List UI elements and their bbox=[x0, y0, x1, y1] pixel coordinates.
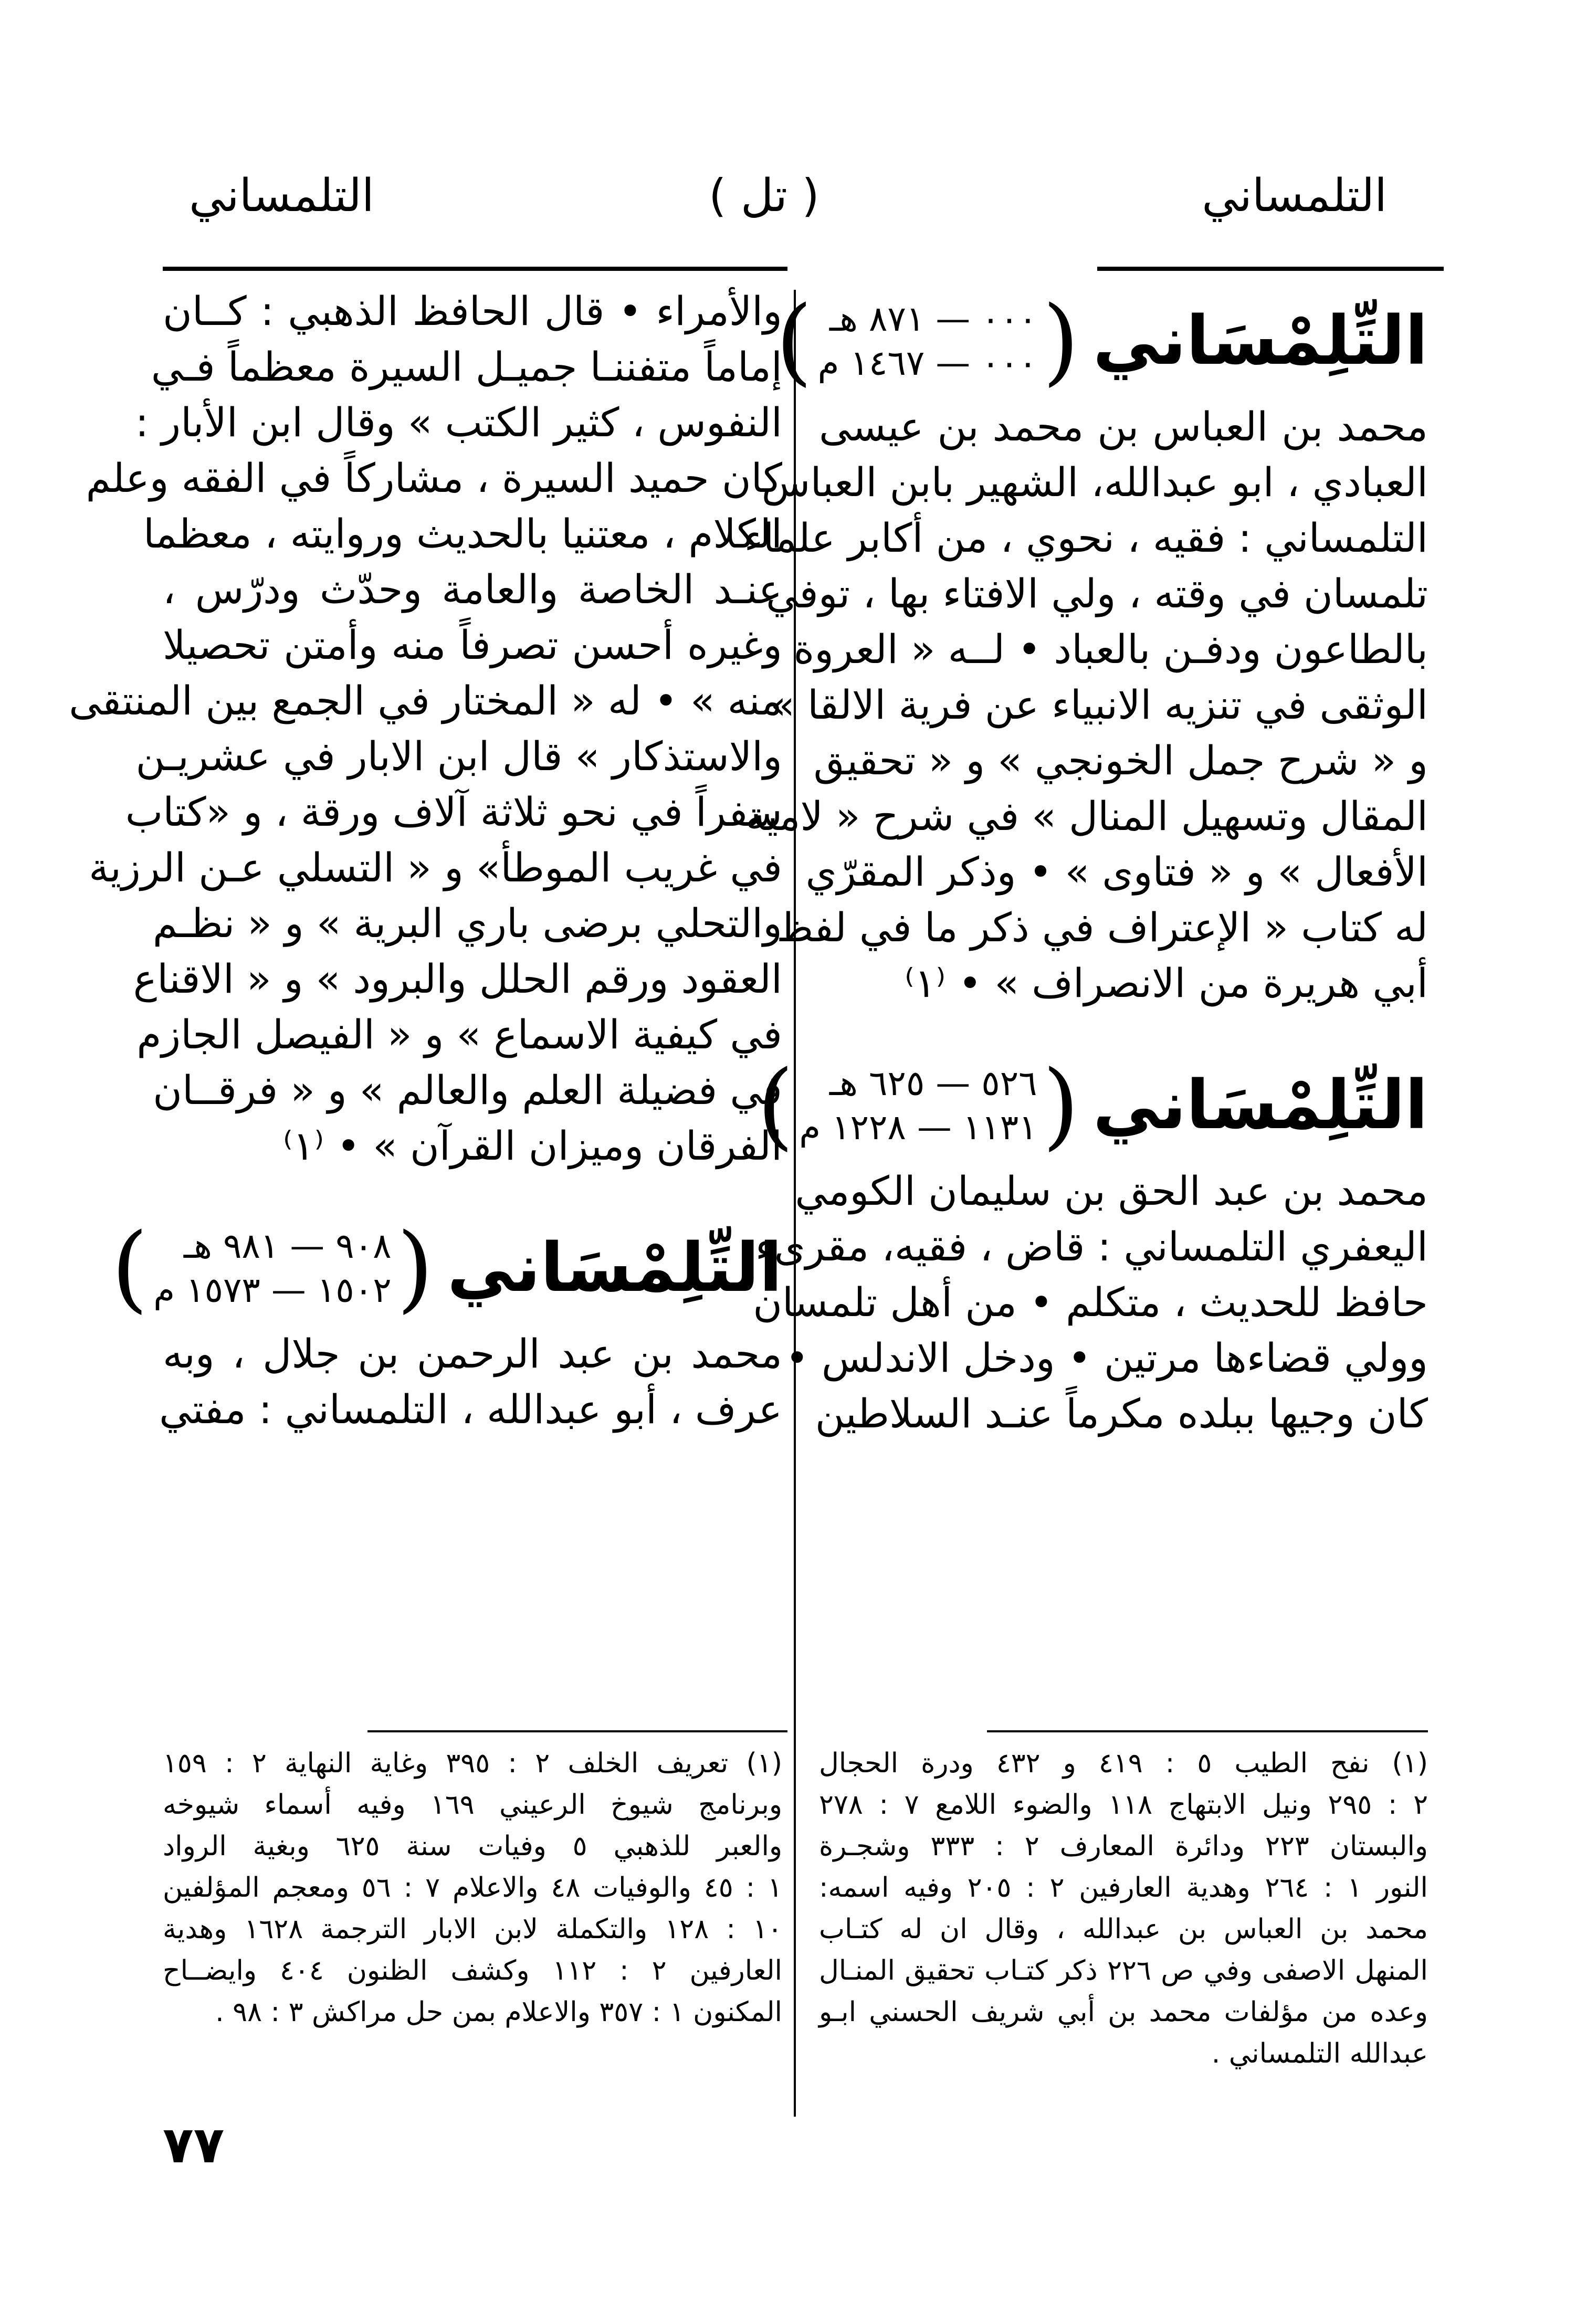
text-line: منه » • له « المختار في الجمع بين المنتقى bbox=[69, 677, 782, 724]
footnote-line: (١) تعريف الخلف ٢ : ٣٩٥ وغاية النهاية ٢ : ١٥٩ bbox=[163, 1748, 783, 1779]
footnote-line: النور ١ : ٢٦٤ وهدية العارفين ٢ : ٢٠٥ وفيه اسمه: bbox=[819, 1872, 1428, 1904]
entry-body bbox=[159, 1326, 782, 1437]
text-line: الأفعال » و « فتاوى » • وذكر المقرّي bbox=[805, 848, 1428, 895]
entry-body bbox=[742, 1163, 1428, 1442]
footnote-line: ١ : ٤٥ والوفيات ٤٨ والاعلام ٧ : ٥٦ ومعجم المؤلفين bbox=[163, 1872, 783, 1904]
footnote-line: المنهل الاصفى وفي ص ٢٢٦ ذكر كتـاب تحقيق المنـال bbox=[819, 1955, 1428, 1986]
entry-heading bbox=[775, 283, 1428, 399]
text-line: التلمساني : فقيه ، نحوي ، من أكابر علماء bbox=[744, 514, 1428, 561]
footnote-line: وعده من مؤلفات محمد بن أبي شريف الحسني ابـو bbox=[819, 1996, 1428, 2028]
text-line: عنـد الخاصة والعامة وحدّث ودرّس ، bbox=[163, 566, 782, 613]
footnote-line: ٢ : ٢٩٥ ونيل الابتهاج ١١٨ والضوء اللامع ٧ : ٢٧٨ bbox=[819, 1789, 1428, 1821]
text-line: كان حميد السيرة ، مشاركاً في الفقه وعلم bbox=[86, 455, 782, 501]
dates-hijri: ٠٠٠ — ٨٧١ هـ bbox=[829, 299, 1037, 339]
text-line: محمد بن عبد الرحمن بن جلال ، وبه bbox=[163, 1330, 782, 1377]
text-line: والتحلي برضى باري البرية » و « نظـم bbox=[152, 900, 782, 947]
footnote-line: محمد بن العباس بن عبدالله ، وقال ان له كتـاب bbox=[819, 1913, 1428, 1945]
open-paren: ( bbox=[1042, 1050, 1079, 1160]
text-line: في فضيلة العلم والعالم » و « فرقــان bbox=[153, 1067, 782, 1113]
text-line: الكلام ، معتنيا بالحديث وروايته ، معظما bbox=[143, 510, 782, 557]
footnote-line: العارفين ٢ : ١١٢ وكشف الظنون ٤٠٤ وايضــاح bbox=[163, 1955, 782, 1986]
entry-body-continued bbox=[69, 283, 782, 1174]
footnote-line: والعبر للذهبي ٥ وفيات سنة ٦٢٥ وبغية الرواد bbox=[163, 1831, 782, 1862]
text-line: عرف ، أبو عبدالله ، التلمساني : مفتي bbox=[159, 1386, 782, 1433]
close-paren: ) bbox=[757, 1050, 794, 1160]
text-line: تلمسان في وقته ، ولي الافتاء بها ، توفي bbox=[766, 570, 1428, 617]
page-number: ٧٧ bbox=[163, 2116, 225, 2174]
text-line: بالطاعون ودفـن بالعباد • لــه « العروة bbox=[793, 626, 1428, 672]
text-line: وغيره أحسن تصرفاً منه وأمتن تحصيلا bbox=[163, 622, 782, 668]
column-right bbox=[742, 283, 1428, 1442]
text-line: النفوس ، كثير الكتب » وقال ابن الأبار : bbox=[135, 399, 782, 446]
running-head-right: التلمساني bbox=[1202, 170, 1387, 222]
entry-body bbox=[744, 399, 1428, 1011]
dates-hijri: ٩٠٨ — ٩٨١ هـ bbox=[183, 1226, 392, 1266]
open-paren: ( bbox=[1042, 286, 1079, 396]
text-line: محمد بن العباس بن محمد بن عيسى bbox=[819, 403, 1428, 450]
entry-dates bbox=[757, 1050, 1079, 1160]
column-left bbox=[69, 283, 782, 1437]
running-head-center: ( تل ) bbox=[709, 170, 819, 222]
entry-name: التِّلِمْسَاني bbox=[1092, 302, 1428, 380]
text-line: سفراً في نحو ثلاثة آلاف ورقة ، و «كتاب bbox=[125, 788, 782, 835]
footnote-rule-left bbox=[367, 1730, 787, 1732]
dates-gregorian: ١١٣١ — ١٢٢٨ م bbox=[799, 1107, 1037, 1148]
footnote-line: (١) نفح الطيب ٥ : ٤١٩ و ٤٣٢ ودرة الحجال bbox=[819, 1748, 1428, 1779]
text-line: محمد بن عبد الحق بن سليمان الكومي bbox=[795, 1168, 1428, 1214]
close-paren: ) bbox=[111, 1213, 149, 1323]
text-line: إماماً متفننـا جميـل السيرة معظماً فـي bbox=[151, 343, 782, 390]
text-line: اليعفري التلمساني : قاض ، فقيه، مقرىء، bbox=[742, 1223, 1428, 1270]
text-line: وولي قضاءها مرتين • ودخل الاندلس • bbox=[785, 1334, 1428, 1381]
footnote-rule-right bbox=[987, 1730, 1428, 1732]
open-paren: ( bbox=[396, 1213, 434, 1323]
entry-dates bbox=[775, 286, 1079, 396]
dates-gregorian: ٠٠٠ — ١٤٦٧ م bbox=[817, 343, 1037, 383]
text-line: أبي هريرة من الانصراف » • ⁽١⁾ bbox=[905, 960, 1428, 1006]
entry-name: التِّلِمْسَاني bbox=[447, 1229, 782, 1307]
text-line: في كيفية الاسماع » و « الفيصل الجازم bbox=[136, 1011, 782, 1058]
text-line: الفرقان وميزان القرآن » • ⁽١⁾ bbox=[282, 1122, 782, 1169]
text-line: والأمراء • قال الحافظ الذهبي : كــان bbox=[163, 288, 782, 334]
footnotes-left bbox=[163, 1743, 782, 2033]
text-line: والاستذكار » قال ابن الابار في عشريـن bbox=[135, 733, 782, 780]
dates-hijri: ٥٢٦ — ٦٢٥ هـ bbox=[829, 1063, 1037, 1103]
text-line: كان وجيها ببلده مكرماً عنـد السلاطين bbox=[815, 1390, 1428, 1437]
text-line: له كتاب « الإعتراف في ذكر ما في لفظ bbox=[776, 904, 1428, 951]
footnote-line: عبدالله التلمساني . bbox=[1211, 2038, 1428, 2069]
entry-heading bbox=[111, 1211, 782, 1326]
text-line: العقود ورقم الحلل والبرود » و « الاقناع bbox=[133, 955, 782, 1002]
footnote-line: وبرنامج شيوخ الرعيني ١٦٩ وفيه أسماء شيوخه bbox=[163, 1789, 783, 1821]
text-line: و « شرح جمل الخونجي » و « تحقيق bbox=[813, 737, 1428, 784]
entry-heading bbox=[757, 1048, 1428, 1163]
text-line: العبادي ، ابو عبدالله، الشهير بابن العباس bbox=[761, 459, 1428, 506]
footnote-line: والبستان ٢٢٣ ودائرة المعارف ٢ : ٣٣٣ وشجـرة bbox=[819, 1831, 1428, 1862]
entry-name: التِّلِمْسَاني bbox=[1092, 1066, 1428, 1144]
header-rule-right bbox=[1097, 267, 1444, 271]
footnotes-right bbox=[819, 1743, 1428, 2075]
running-head-left: التلمساني bbox=[189, 170, 374, 222]
text-line: المقال وتسهيل المنال » في شرح « لامية bbox=[745, 793, 1428, 839]
entry-dates bbox=[111, 1213, 434, 1323]
footnote-line: المكنون ١ : ٣٥٧ والاعلام بمن حل مراكش ٣ : ٩٨ . bbox=[215, 1996, 782, 2028]
dates-gregorian: ١٥٠٢ — ١٥٧٣ م bbox=[153, 1270, 392, 1310]
close-paren: ) bbox=[775, 286, 813, 396]
header-rule-left bbox=[163, 267, 787, 271]
text-line: في غريب الموطأ» و « التسلي عـن الرزية bbox=[89, 844, 782, 891]
text-line: الوثقى في تنزيه الانبياء عن فرية الالقا » bbox=[770, 681, 1428, 728]
text-line: حافظ للحديث ، متكلم • من أهل تلمسان bbox=[753, 1279, 1428, 1326]
footnote-line: ١٠ : ١٢٨ والتكملة لابن الابار الترجمة ١٦٢٨ وهدية bbox=[163, 1913, 782, 1945]
